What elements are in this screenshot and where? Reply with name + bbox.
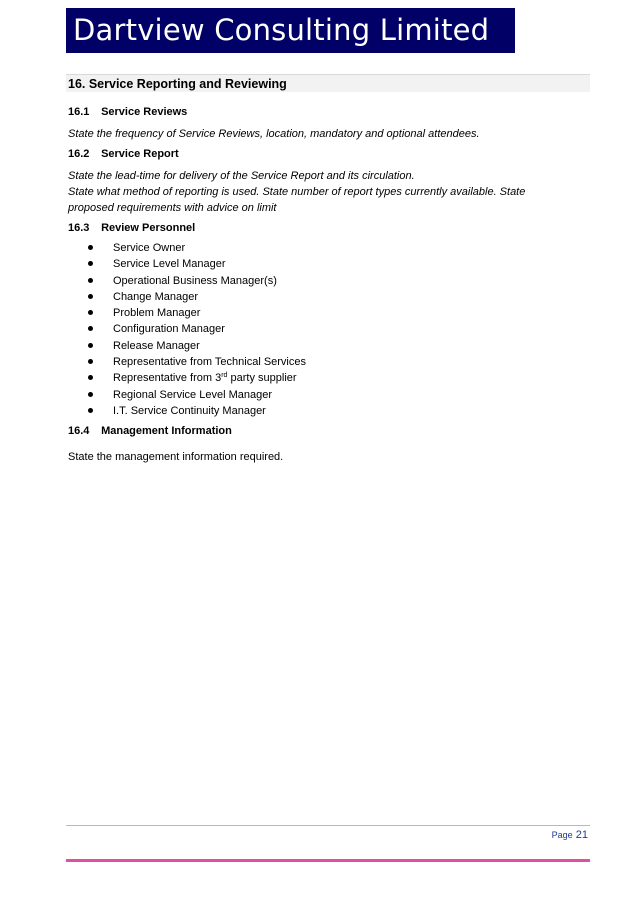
list-item-text: Change Manager — [113, 290, 199, 303]
list-item-text: I.T. Service Continuity Manager — [113, 404, 266, 417]
management-info-instruction: State the management information required. — [68, 451, 284, 464]
list-item-text: Configuration Manager — [113, 323, 225, 336]
service-reviews-instruction: State the frequency of Service Reviews, location, mandatory and optional attendees. — [68, 128, 480, 140]
instruction-line: proposed requirements with advice on limit — [68, 202, 277, 214]
list-item-text: Problem Manager — [113, 307, 201, 320]
footer-divider — [66, 825, 590, 826]
list-item — [68, 321, 588, 337]
subsection-number: 16.3 — [68, 222, 90, 234]
list-item-text: Service Level Manager — [113, 258, 226, 271]
bullet-icon — [88, 392, 93, 397]
bullet-icon — [88, 343, 93, 348]
list-item — [68, 305, 588, 321]
ordinal-superscript: rd — [221, 372, 228, 380]
list-item-text: Service Owner — [113, 242, 186, 254]
subsection-title: Service Report — [101, 148, 179, 160]
instruction-line: State the lead-time for delivery of the Service Report and its circulation. — [68, 170, 415, 182]
list-item — [68, 256, 588, 272]
list-item — [68, 354, 588, 370]
bullet-icon — [88, 326, 93, 331]
instruction-line: State what method of reporting is used. State number of report types currently available. State — [68, 186, 526, 198]
bullet-icon — [88, 359, 93, 364]
company-banner: Dartview Consulting Limited — [66, 8, 515, 53]
list-item-text: Operational Business Manager(s) — [113, 274, 277, 287]
subsection-number: 16.1 — [68, 106, 90, 118]
list-item-text: Regional Service Level Manager — [113, 388, 272, 401]
subsection-title: Review Personnel — [101, 222, 196, 234]
section-heading: 16. Service Reporting and Reviewing — [66, 74, 590, 92]
list-item — [68, 370, 588, 386]
review-personnel-list — [68, 240, 588, 419]
bullet-icon — [88, 310, 93, 315]
bullet-icon — [88, 261, 93, 266]
list-item-text: Release Manager — [113, 339, 200, 352]
list-item — [68, 273, 588, 289]
list-item — [68, 240, 588, 256]
list-item-text: party supplier — [227, 372, 297, 385]
bullet-icon — [88, 245, 93, 250]
list-item — [68, 338, 588, 354]
page-label: Page — [551, 830, 573, 840]
list-item-text: Representative from 3 — [113, 372, 222, 385]
subsection-number: 16.2 — [68, 148, 90, 160]
subsection-heading-16-2 — [68, 146, 588, 162]
list-item — [68, 289, 588, 305]
subsection-title: Management Information — [101, 425, 232, 438]
page-number — [552, 829, 588, 841]
list-item-text: Representative from Technical Services — [113, 356, 306, 369]
subsection-heading-16-1 — [68, 104, 588, 120]
footer-accent-bar — [66, 859, 590, 862]
bullet-icon — [88, 408, 93, 413]
list-item — [68, 403, 588, 419]
subsection-title: Service Reviews — [101, 106, 188, 118]
subsection-number: 16.4 — [68, 425, 90, 438]
subsection-heading-16-3 — [68, 220, 588, 236]
bullet-icon — [88, 278, 93, 283]
list-item — [68, 387, 588, 403]
page-number-value: 21 — [575, 829, 588, 841]
bullet-icon — [88, 375, 93, 380]
bullet-icon — [88, 294, 93, 299]
service-report-instruction — [68, 168, 588, 216]
subsection-heading-16-4 — [68, 423, 588, 439]
document-body — [68, 104, 588, 465]
